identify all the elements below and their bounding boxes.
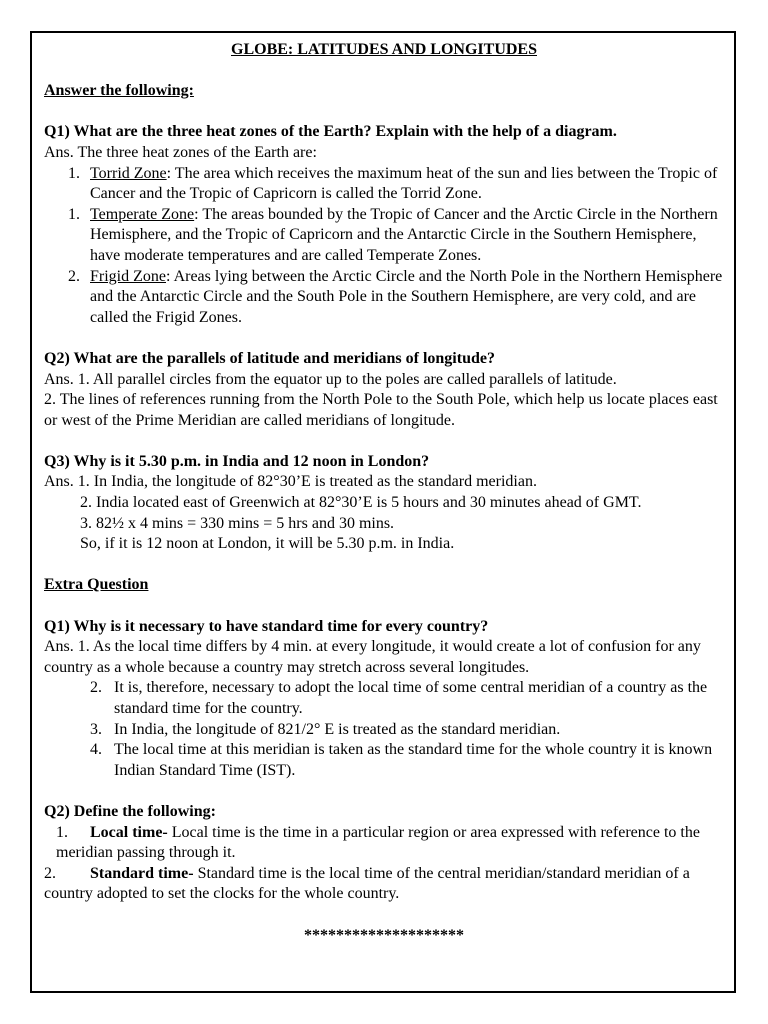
zone-text: : The areas bounded by the Tropic of Cancer and the Arctic Circle in the Northern Hemisphere, and the Tropic of Capricorn and the Antarctic Circle in the Southern Hemisphere, have moderate temperatures and are called Temperate Zones. [90, 205, 718, 264]
eq1-item-4 [44, 740, 724, 781]
instruction-heading: Answer the following: [44, 82, 194, 100]
extra-question-heading: Extra Question [44, 576, 149, 594]
list-number: 2. [90, 679, 102, 697]
zone-text: : Areas lying between the Arctic Circle and the North Pole in the Northern Hemisphere and the Antarctic Circle and the South Pole in the Southern Hemisphere, are very cold, and are called the Frigid Zones. [90, 267, 723, 326]
eq1-item-2 [44, 678, 724, 719]
eq1-answer-1: Ans. 1. As the local time differs by 4 min. at every longitude, it would create a lot of confusion for any country as a whole because a country may stretch across several longitudes. [44, 638, 701, 676]
q2-answer-1: Ans. 1. All parallel circles from the equator up to the poles are called parallels of latitude. [44, 370, 617, 388]
footer-stars: ******************** [304, 926, 464, 944]
q3-answer-4: So, if it is 12 noon at London, it will be 5.30 p.m. in India. [80, 535, 455, 553]
eq2-question: Q2) Define the following: [44, 802, 216, 820]
item-text: It is, therefore, necessary to adopt the local time of some central meridian of a country as the standard time for the country. [114, 679, 708, 717]
zone-term: Torrid Zone [90, 164, 167, 182]
q1-item-temperate [44, 205, 724, 267]
list-number: 1. [56, 823, 68, 841]
item-text: The local time at this meridian is taken as the standard time for the whole country it is known Indian Standard Time (IST). [114, 741, 713, 779]
list-number: 2. [68, 267, 80, 285]
def-text: Standard time is the local time of the central meridian/standard meridian of a country adopted to set the clocks for the whole country. [44, 864, 690, 903]
page-title: GLOBE: LATITUDES AND LONGITUDES [231, 41, 537, 58]
list-number: 4. [90, 741, 102, 759]
def-term: Standard time- [90, 864, 194, 882]
q2-question: Q2) What are the parallels of latitude and meridians of longitude? [44, 349, 495, 367]
q1-item-frigid [44, 267, 724, 329]
eq2-def-standard-time [44, 864, 724, 905]
q1-item-torrid [44, 164, 724, 205]
zone-term: Temperate Zone [90, 205, 195, 223]
eq2-def-local-time [44, 823, 724, 864]
def-text: Local time is the time in a particular region or area expressed with reference to the meridian passing through it. [56, 823, 700, 862]
list-number: 1. [68, 205, 80, 223]
list-number: 1. [68, 164, 80, 182]
q1-intro: Ans. The three heat zones of the Earth are: [44, 143, 317, 161]
q3-answer-1: Ans. 1. In India, the longitude of 82°30’E is treated as the standard meridian. [44, 473, 537, 491]
zone-text: : The area which receives the maximum heat of the sun and lies between the Tropic of Cancer and the Tropic of Capricorn is called the Torrid Zone. [90, 164, 718, 203]
def-term: Local time- [90, 823, 168, 841]
q3-question: Q3) Why is it 5.30 p.m. in India and 12 noon in London? [44, 452, 430, 470]
eq1-item-3 [44, 720, 724, 741]
list-number: 3. [90, 720, 102, 738]
zone-term: Frigid Zone [90, 267, 166, 285]
eq1-question: Q1) Why is it necessary to have standard time for every country? [44, 617, 489, 635]
q3-answer-2: 2. India located east of Greenwich at 82°30’E is 5 hours and 30 minutes ahead of GMT. [80, 494, 642, 512]
worksheet [44, 40, 724, 946]
q3-answer-3: 3. 82½ x 4 mins = 330 mins = 5 hrs and 30 mins. [80, 514, 395, 532]
item-text: In India, the longitude of 821/2° E is treated as the standard meridian. [114, 720, 561, 738]
q1-question: Q1) What are the three heat zones of the Earth? Explain with the help of a diagram. [44, 123, 617, 141]
list-number: 2. [44, 864, 56, 882]
q2-answer-2: 2. The lines of references running from the North Pole to the South Pole, which help us locate places east or west of the Prime Meridian are called meridians of longitude. [44, 391, 718, 429]
